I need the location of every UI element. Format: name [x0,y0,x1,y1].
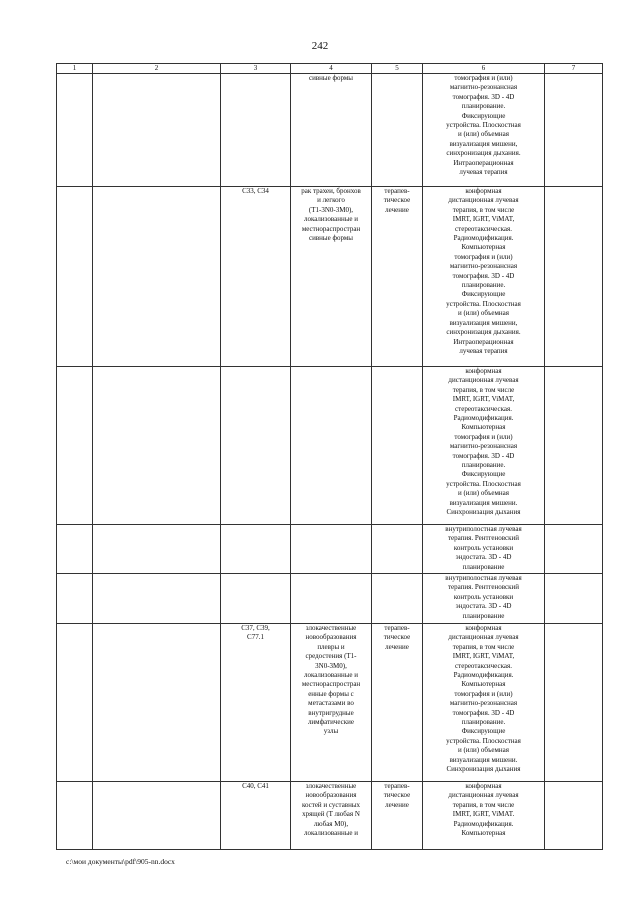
cell-codes: C37, C39, C77.1 [221,624,291,782]
cell-empty [93,782,221,850]
treatment-table [56,63,603,850]
cell-empty [57,624,93,782]
col-header: 3 [221,64,291,74]
table-row [57,624,603,782]
cell-disease: рак трахеи, бронхов и легкого (T1-3N0-3M0), локализованные и местнораспростран сивные формы [291,187,372,367]
cell-empty [545,367,603,525]
cell-empty [93,367,221,525]
cell-treatment-type [372,367,423,525]
cell-empty [57,74,93,187]
col-header: 2 [93,64,221,74]
col-header: 7 [545,64,603,74]
cell-empty [545,74,603,187]
cell-treatment-method: конформная дистанционная лучевая терапия, в том числе IMRT, IGRT, ViMAT, стереотаксическая. Радиомодификация. Компьютерная томография и (или) магнитно-резонансная томография. 3D - 4D планирование. Фиксирующие устройства. Плоскостная и (или) объемная визуализация мишени, синхронизация дыхания. Интраоперационная лучевая терапия [423,187,545,367]
cell-codes [221,525,291,574]
cell-treatment-method: томография и (или) магнитно-резонансная томография. 3D - 4D планирование. Фиксирующие устройства. Плоскостная и (или) объемная визуализация мишени, синхронизация дыхания. Интраоперационная лучевая терапия [423,74,545,187]
cell-treatment-type: терапев- тическое лечение [372,187,423,367]
cell-codes [221,367,291,525]
table-row [57,74,603,187]
cell-treatment-type: терапев- тическое лечение [372,624,423,782]
cell-empty [57,525,93,574]
cell-disease: сивные формы [291,74,372,187]
cell-codes [221,74,291,187]
page-number: 242 [311,40,329,52]
cell-empty [545,782,603,850]
cell-empty [545,624,603,782]
cell-treatment-method: внутриполостная лучевая терапия. Рентгеновский контроль установки эндостата. 3D - 4D планирование [423,525,545,574]
cell-empty [93,624,221,782]
cell-empty [545,574,603,624]
cell-treatment-type: терапев- тическое лечение [372,782,423,850]
cell-codes [221,574,291,624]
cell-empty [57,367,93,525]
cell-treatment-method: конформная дистанционная лучевая терапия, в том числе IMRT, IGRT, ViMAT. Радиомодификация. Компьютерная [423,782,545,850]
column-number-row [57,64,603,74]
table-row [57,525,603,574]
cell-empty [545,525,603,574]
cell-empty [57,187,93,367]
cell-disease [291,367,372,525]
col-header: 6 [423,64,545,74]
table-row [57,187,603,367]
cell-empty [93,187,221,367]
cell-codes: C33, C34 [221,187,291,367]
col-header: 4 [291,64,372,74]
table-row [57,367,603,525]
cell-treatment-method: конформная дистанционная лучевая терапия, в том числе IMRT, IGRT, ViMAT, стереотаксическая. Радиомодификация. Компьютерная томография и (или) магнитно-резонансная томография. 3D - 4D планирование. Фиксирующие устройства. Плоскостная и (или) объемная визуализация мишени. Синхронизация дыхания [423,624,545,782]
cell-treatment-method: конформная дистанционная лучевая терапия, в том числе IMRT, IGRT, ViMAT, стереотаксическая. Радиомодификация. Компьютерная томография и (или) магнитно-резонансная томография. 3D - 4D планирование. Фиксирующие устройства. Плоскостная и (или) объемная визуализация мишени. Синхронизация дыхания [423,367,545,525]
cell-treatment-method: внутриполостная лучевая терапия. Рентгеновский контроль установки эндостата. 3D - 4D планирование [423,574,545,624]
cell-codes: C40, C41 [221,782,291,850]
cell-empty [93,574,221,624]
table-row [57,574,603,624]
cell-treatment-type [372,74,423,187]
cell-empty [93,525,221,574]
cell-treatment-type [372,525,423,574]
footer-file-path: c:\мои документы\pdf\905-nn.docx [66,857,175,866]
cell-disease: злокачественные новообразования костей и суставных хрящей (T любая N любая M0), локализованные и [291,782,372,850]
cell-empty [93,74,221,187]
cell-empty [545,187,603,367]
table-row [57,782,603,850]
cell-empty [57,574,93,624]
cell-disease [291,525,372,574]
cell-disease: злокачественные новообразования плевры и средостения (T1- 3N0-3M0), локализованные и местнораспростран енные формы с метастазами во внутригрудные лимфатические узлы [291,624,372,782]
col-header: 5 [372,64,423,74]
cell-empty [57,782,93,850]
col-header: 1 [57,64,93,74]
cell-disease [291,574,372,624]
cell-treatment-type [372,574,423,624]
